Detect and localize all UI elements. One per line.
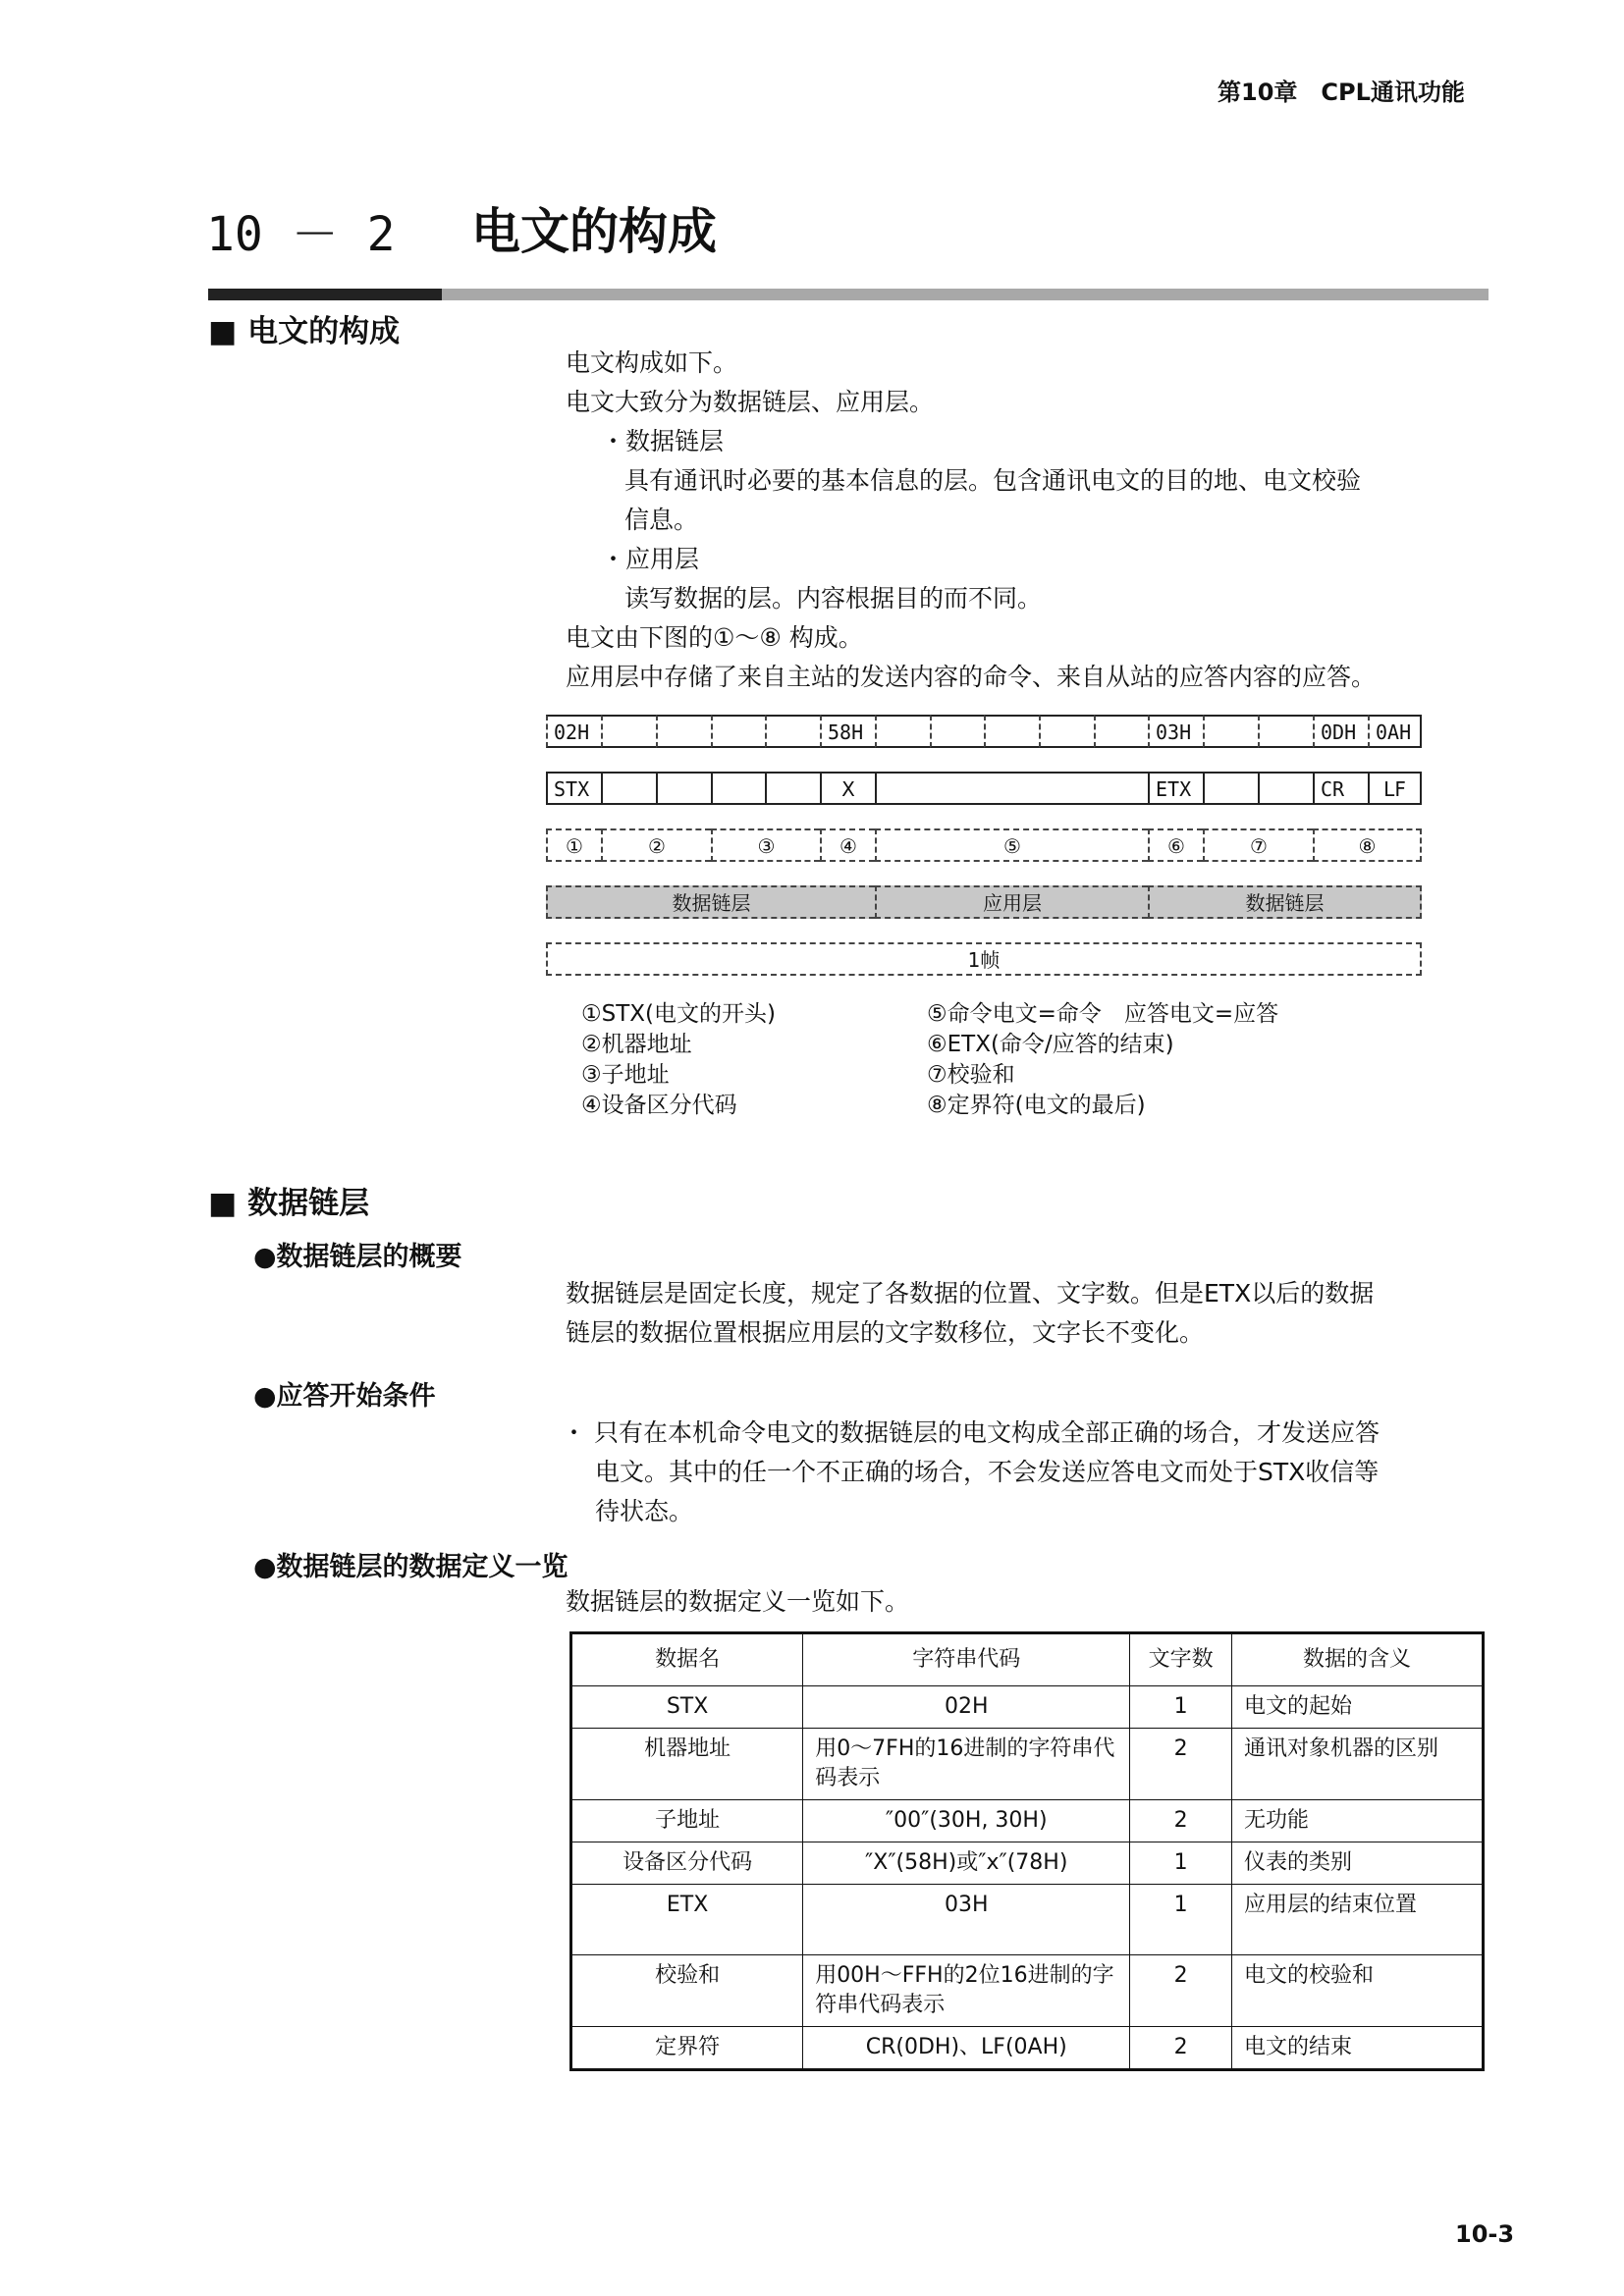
col-header-string-code: 字符串代码: [803, 1633, 1130, 1686]
frame-cell: 1帧: [546, 942, 1422, 976]
cell-string-code: CR(0DH)、LF(0AH): [803, 2027, 1130, 2070]
cell-char-count: 2: [1130, 1800, 1232, 1842]
legend-item-5: ⑤命令电文=命令 应答电文=应答: [927, 1001, 1279, 1027]
bullet-app-label: ・应用层: [601, 545, 700, 573]
data-definition-intro: 数据链层的数据定义一览如下。: [566, 1587, 910, 1616]
cell-data-name: STX: [571, 1686, 803, 1729]
legend-item-7: ⑦校验和: [927, 1062, 1015, 1088]
cell-data-name: 子地址: [571, 1800, 803, 1842]
hex-cell: [656, 715, 711, 748]
intro-p4: 应用层中存储了来自主站的发送内容的命令、来自从站的应答内容的应答。: [566, 663, 1377, 691]
bullet-datalink-label: ・数据链层: [601, 427, 725, 455]
hex-cell: [601, 715, 656, 748]
legend-right: [927, 999, 1278, 1121]
table-row: [571, 1842, 1484, 1885]
hex-cell: [930, 715, 984, 748]
hex-cell: 0AH: [1368, 715, 1422, 748]
cell-meaning: 通讯对象机器的区别: [1231, 1729, 1483, 1800]
num-cell-4: ④: [820, 828, 875, 862]
cell-meaning: 电文的起始: [1231, 1686, 1483, 1729]
bullet-datalink-desc-2: 信息。: [624, 506, 699, 534]
bullet-app-desc: 读写数据的层。内容根据目的而不同。: [624, 584, 1043, 613]
table-row: [571, 1729, 1484, 1800]
heading-message-structure: ■ 电文的构成: [208, 314, 401, 349]
hex-cell: [1039, 715, 1094, 748]
overview-text: [566, 1274, 1489, 1353]
table-row: [571, 1885, 1484, 1955]
name-cell: [1203, 772, 1258, 805]
name-cell-cr: CR: [1313, 772, 1368, 805]
cell-data-name: 设备区分代码: [571, 1842, 803, 1885]
cell-data-name: ETX: [571, 1885, 803, 1955]
cell-meaning: 仪表的类别: [1231, 1842, 1483, 1885]
table-row: [571, 1955, 1484, 2027]
name-cell: [765, 772, 820, 805]
name-cell: [601, 772, 656, 805]
overview-line-1: 数据链层是固定长度，规定了各数据的位置、文字数。但是ETX以后的数据: [566, 1279, 1375, 1308]
num-cell-7: ⑦: [1203, 828, 1313, 862]
cell-string-code: 用00H～FFH的2位16进制的字符串代码表示: [803, 1955, 1130, 2027]
name-cell-app: [875, 772, 1148, 805]
cell-string-code: 用0～7FH的16进制的字符串代码表示: [803, 1729, 1130, 1800]
layer-datalink-1: 数据链层: [546, 885, 875, 919]
num-cell-2: ②: [601, 828, 711, 862]
intro-p3: 电文由下图的①～⑧ 构成。: [566, 623, 863, 652]
name-row: [546, 772, 1422, 807]
hex-cell: 0DH: [1313, 715, 1368, 748]
table-row: [571, 2027, 1484, 2070]
legend-left: [581, 999, 776, 1121]
cell-char-count: 1: [1130, 1686, 1232, 1729]
intro-text: [566, 344, 1489, 697]
hex-cell: [984, 715, 1039, 748]
cell-string-code: ″X″(58H)或″x″(78H): [803, 1842, 1130, 1885]
subheading-response-condition: ●应答开始条件: [253, 1381, 436, 1412]
hex-cell: 02H: [546, 715, 601, 748]
num-cell-3: ③: [711, 828, 820, 862]
overview-line-2: 链层的数据位置根据应用层的文字数移位，文字长不变化。: [566, 1318, 1205, 1347]
cell-string-code: 03H: [803, 1885, 1130, 1955]
num-cell-8: ⑧: [1313, 828, 1422, 862]
legend-item-8: ⑧定界符(电文的最后): [927, 1093, 1146, 1118]
number-row: [546, 828, 1422, 864]
table-header-row: [571, 1633, 1484, 1686]
cell-string-code: ″00″(30H, 30H): [803, 1800, 1130, 1842]
legend-item-4: ④设备区分代码: [581, 1093, 737, 1118]
heading-data-link-layer: ■ 数据链层: [208, 1186, 370, 1221]
title-rule-light: [442, 289, 1489, 300]
layer-datalink-2: 数据链层: [1148, 885, 1422, 919]
cell-string-code: 02H: [803, 1686, 1130, 1729]
layer-application: 应用层: [875, 885, 1148, 919]
name-cell: [711, 772, 765, 805]
hex-cell: [1094, 715, 1148, 748]
data-definition-table: [569, 1631, 1485, 2071]
cell-char-count: 2: [1130, 1729, 1232, 1800]
col-header-meaning: 数据的含义: [1231, 1633, 1483, 1686]
name-cell: [656, 772, 711, 805]
hex-cell: [1203, 715, 1258, 748]
hex-row: [546, 715, 1422, 750]
name-cell-stx: STX: [546, 772, 601, 805]
name-cell-lf: LF: [1368, 772, 1422, 805]
legend-item-3: ③子地址: [581, 1062, 670, 1088]
cell-meaning: 应用层的结束位置: [1231, 1885, 1483, 1955]
hex-cell: [765, 715, 820, 748]
frame-diagram: [546, 715, 1422, 999]
cell-data-name: 机器地址: [571, 1729, 803, 1800]
num-cell-5: ⑤: [875, 828, 1148, 862]
col-header-char-count: 文字数: [1130, 1633, 1232, 1686]
num-cell-1: ①: [546, 828, 601, 862]
cell-data-name: 校验和: [571, 1955, 803, 2027]
name-cell-x: X: [820, 772, 875, 805]
col-header-data-name: 数据名: [571, 1633, 803, 1686]
hex-cell: 03H: [1148, 715, 1203, 748]
cell-data-name: 定界符: [571, 2027, 803, 2070]
cell-meaning: 电文的结束: [1231, 2027, 1483, 2070]
title-rule-dark: [208, 289, 442, 300]
hex-cell: 58H: [820, 715, 875, 748]
legend-item-2: ②机器地址: [581, 1032, 692, 1057]
section-number: 10 － 2: [206, 207, 396, 262]
legend-item-1: ①STX(电文的开头): [581, 1001, 776, 1027]
intro-p2: 电文大致分为数据链层、应用层。: [566, 388, 935, 416]
response-line-1: ・ 只有在本机命令电文的数据链层的电文构成全部正确的场合，才发送应答: [562, 1418, 1380, 1447]
hex-cell: [1258, 715, 1313, 748]
cell-meaning: 电文的校验和: [1231, 1955, 1483, 2027]
cell-char-count: 2: [1130, 1955, 1232, 2027]
section-title: 电文的构成: [471, 203, 717, 260]
table-row: [571, 1686, 1484, 1729]
hex-cell: [875, 715, 930, 748]
cell-char-count: 1: [1130, 1842, 1232, 1885]
cell-meaning: 无功能: [1231, 1800, 1483, 1842]
frame-row: [546, 942, 1422, 978]
num-cell-6: ⑥: [1148, 828, 1203, 862]
response-condition-text: [562, 1414, 1489, 1531]
table-row: [571, 1800, 1484, 1842]
response-line-3: 待状态。: [595, 1497, 694, 1525]
name-cell-etx: ETX: [1148, 772, 1203, 805]
subheading-overview: ●数据链层的概要: [253, 1242, 462, 1272]
intro-p1: 电文构成如下。: [566, 348, 738, 377]
subheading-data-definition: ●数据链层的数据定义一览: [253, 1552, 568, 1582]
cell-char-count: 2: [1130, 2027, 1232, 2070]
name-cell: [1258, 772, 1313, 805]
bullet-datalink-desc-1: 具有通讯时必要的基本信息的层。包含通讯电文的目的地、电文校验: [624, 466, 1362, 495]
page-number: 10-3: [1455, 2220, 1515, 2248]
chapter-header: 第10章 CPL通讯功能: [1218, 79, 1465, 106]
response-line-2: 电文。其中的任一个不正确的场合，不会发送应答电文而处于STX收信等: [595, 1458, 1380, 1486]
cell-char-count: 1: [1130, 1885, 1232, 1955]
layer-row: [546, 885, 1422, 921]
legend-item-6: ⑥ETX(命令/应答的结束): [927, 1032, 1174, 1057]
hex-cell: [711, 715, 765, 748]
